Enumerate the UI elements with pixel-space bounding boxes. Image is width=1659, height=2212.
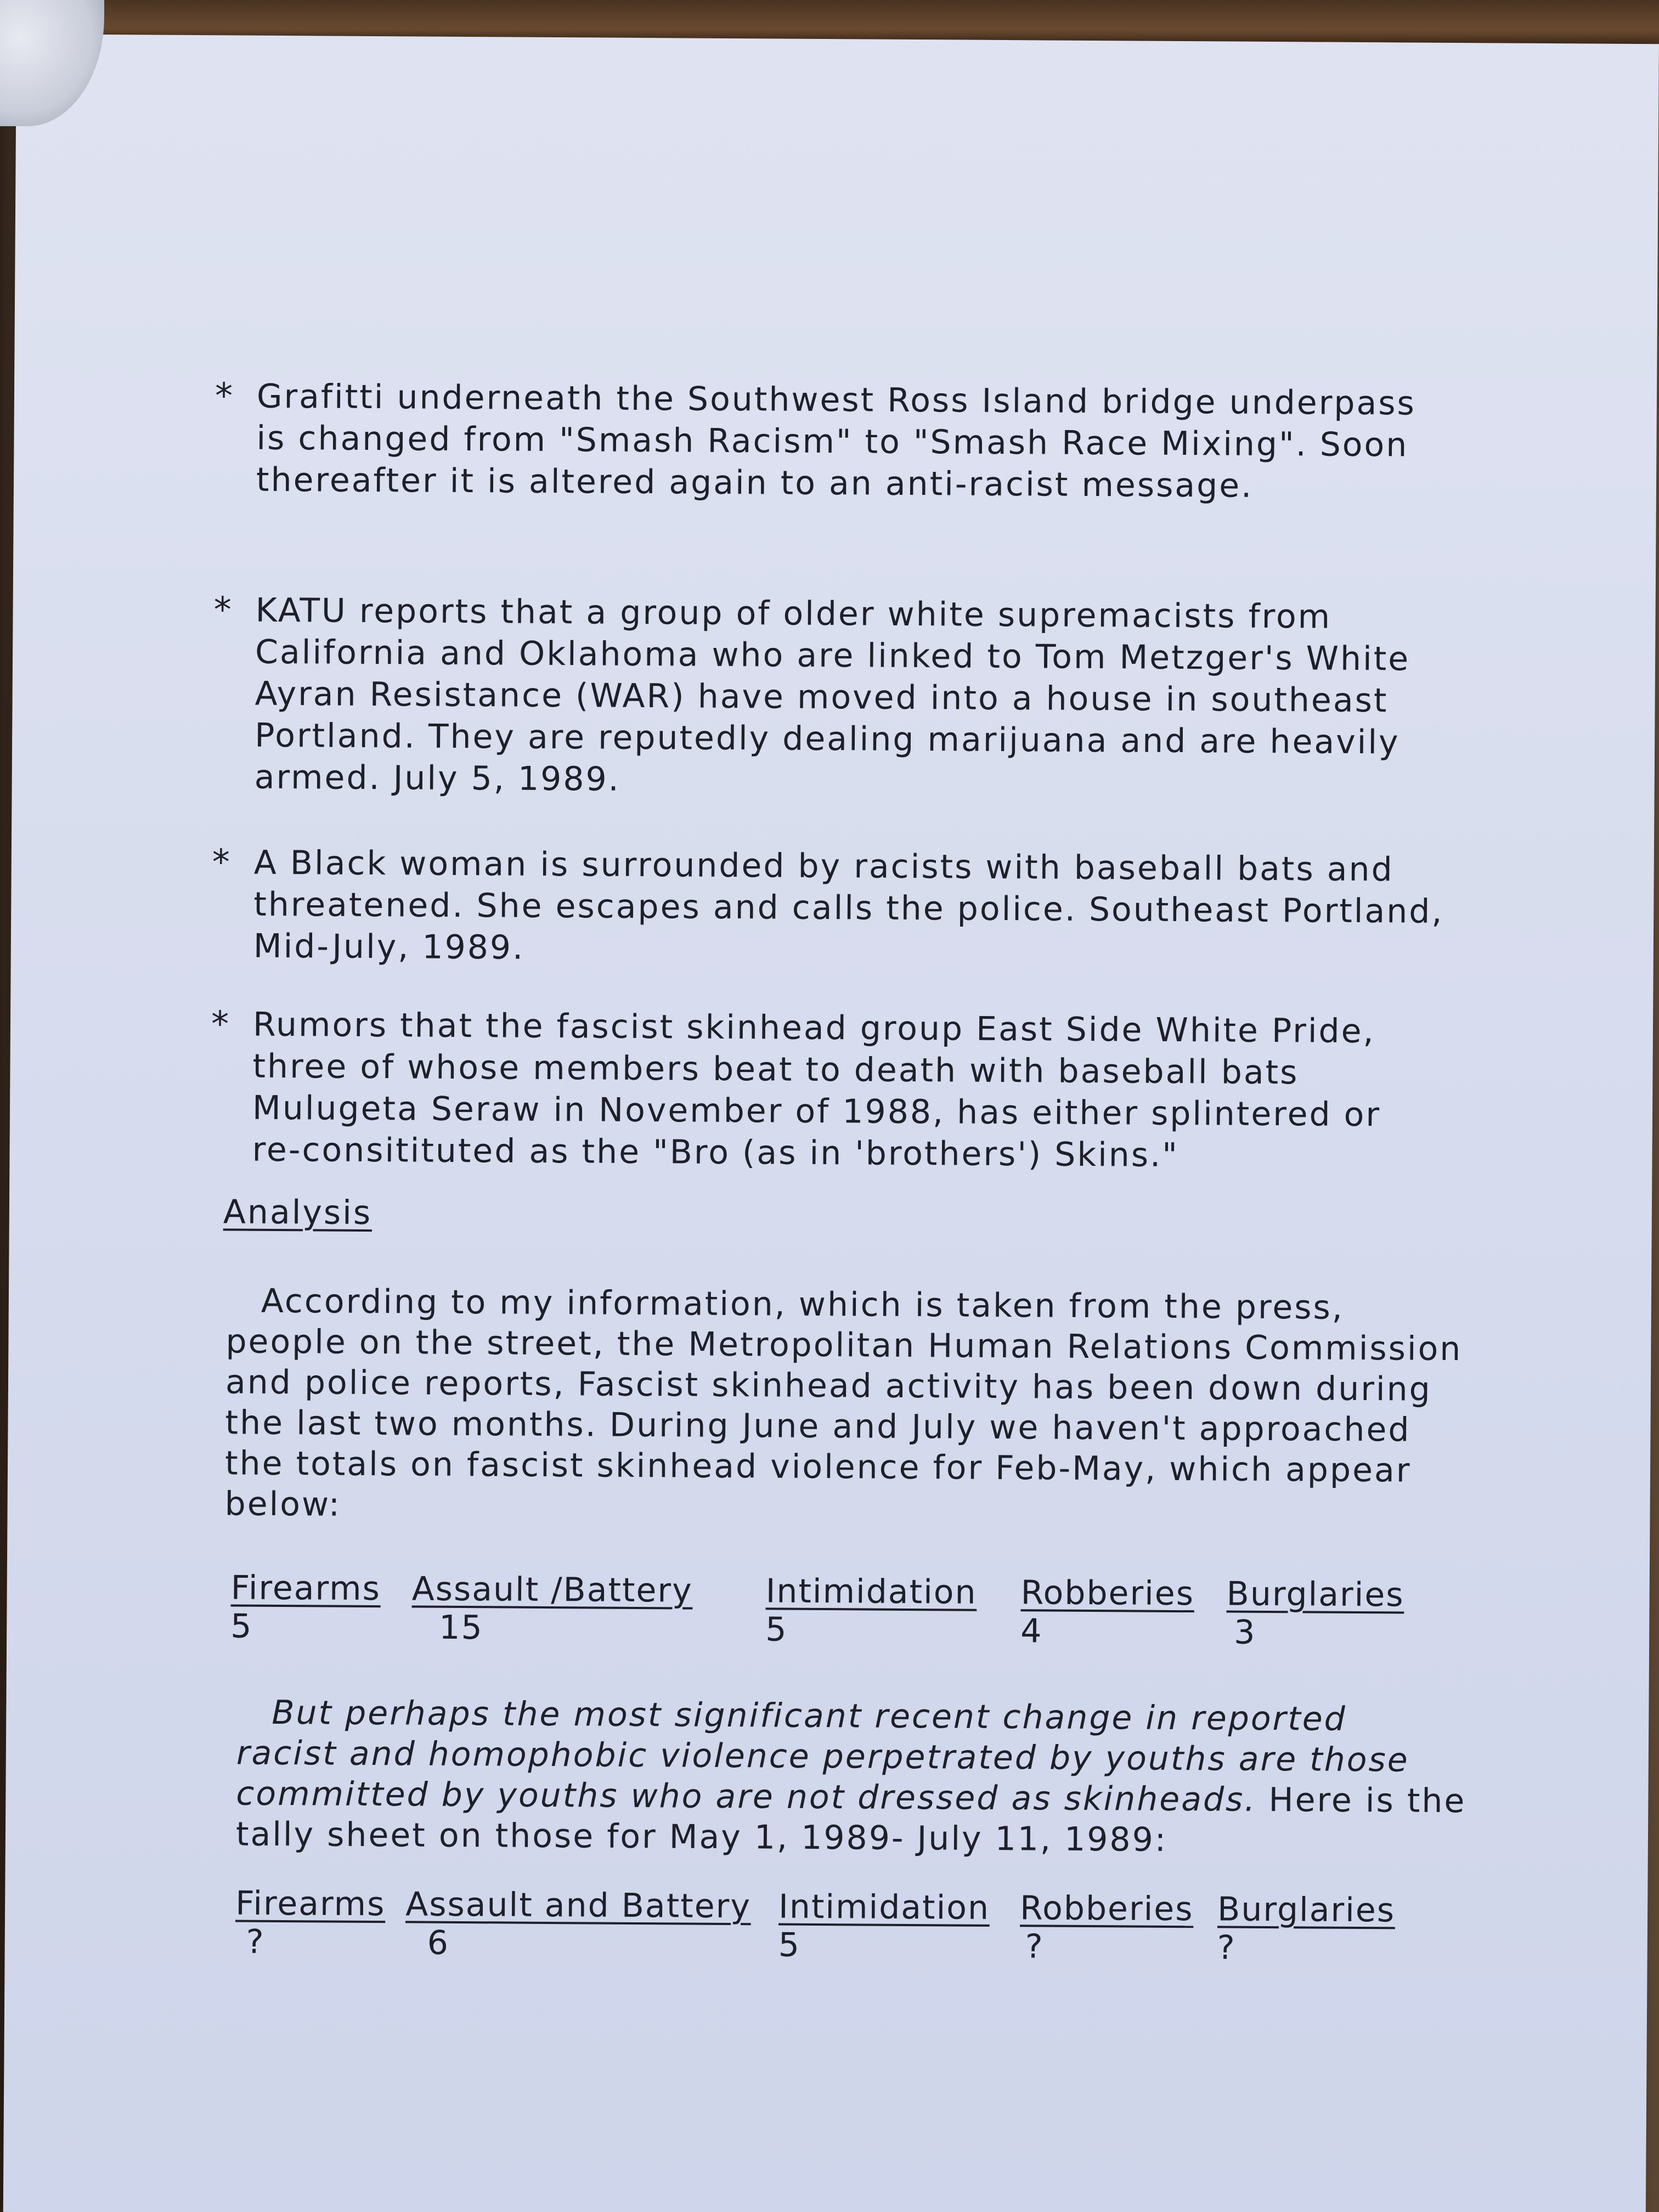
bullet-item-woman-threatened (214, 842, 1454, 974)
table-column-intimidation (778, 1888, 990, 1966)
bullet-asterisk-icon: * (213, 590, 233, 631)
table-value: 5 (765, 1610, 788, 1649)
bullet-item-rumors (212, 1003, 1453, 1178)
table-header: Firearms (235, 1884, 386, 1924)
bullet-item-katu-report (215, 589, 1456, 805)
text-line: But perhaps the most significant recent change in reported (272, 1693, 1347, 1739)
table-column-assault-battery (411, 1570, 693, 1648)
table-value: ? (1025, 1927, 1044, 1966)
text-line: threatened. She escapes and calls the police. Southeast Portland, (253, 885, 1444, 931)
text-line: Mid-July, 1989. (253, 927, 525, 967)
bullet-asterisk-icon: * (215, 376, 235, 417)
italic-segment: committed by youths who are not dressed as skinheads. (236, 1774, 1257, 1819)
upright-segment: Here is the (1256, 1780, 1466, 1821)
text-line: Mulugeta Seraw in November of 1988, has either splintered or (252, 1088, 1381, 1135)
table-header: Assault and Battery (405, 1885, 752, 1926)
table-value: 3 (1234, 1613, 1256, 1652)
text-line: is changed from "Smash Racism" to "Smash Race Mixing". Soon (256, 419, 1409, 465)
analysis-paragraph (224, 1280, 1466, 1532)
bullet-asterisk-icon: * (212, 842, 232, 883)
text-line: people on the street, the Metropolitan Human Relations Commission (225, 1322, 1463, 1369)
text-line: three of whose members beat to death with baseball bats (252, 1047, 1299, 1092)
table-value: ? (246, 1922, 265, 1961)
text-line: Grafitti underneath the Southwest Ross Island bridge underpass (256, 377, 1416, 423)
text-line: the totals on fascist skinhead violence for Feb-May, which appear (224, 1444, 1412, 1490)
table-column-burglaries (1217, 1890, 1396, 1968)
table-column-firearms (235, 1884, 386, 1962)
text-line: re-consitituted as the "Bro (as in 'brothers') Skins." (252, 1130, 1179, 1175)
table-value: ? (1217, 1928, 1236, 1967)
analysis-heading: Analysis (223, 1193, 373, 1232)
table-value: 15 (439, 1608, 483, 1647)
text-line: California and Oklahoma who are linked to Tom Metzger's White (255, 633, 1410, 679)
table-column-firearms (230, 1568, 381, 1646)
table-value: 6 (427, 1923, 450, 1962)
text-line: racist and homophobic violence perpetrated by youths are those (236, 1734, 1409, 1780)
text-line: armed. July 5, 1989. (254, 758, 620, 799)
text-line: below: (224, 1485, 342, 1524)
table-header: Intimidation (778, 1887, 990, 1927)
document-page (3, 34, 1659, 2212)
bullet-asterisk-icon: * (211, 1004, 231, 1045)
table-column-robberies (1020, 1573, 1194, 1651)
text-line: and police reports, Fascist skinhead activity has been down during (225, 1363, 1432, 1409)
table-column-robberies (1020, 1889, 1194, 1967)
table-header: Burglaries (1217, 1890, 1396, 1930)
table-header: Robberies (1019, 1889, 1194, 1929)
table-column-assault-and-battery (405, 1885, 751, 1964)
table-column-burglaries (1226, 1575, 1404, 1653)
incident-table-feb-may (230, 1568, 1465, 1658)
table-column-intimidation (765, 1572, 977, 1650)
text-line: Portland. They are reputedly dealing marijuana and are heavily (254, 716, 1400, 762)
text-line: tally sheet on those for May 1, 1989- July 11, 1989: (235, 1815, 1168, 1859)
text-line: KATU reports that a group of older white supremacists from (255, 591, 1332, 636)
incident-table-non-skinhead (235, 1884, 1470, 1974)
table-header: Firearms (230, 1568, 381, 1609)
text-line: A Black woman is surrounded by racists with baseball bats and (253, 843, 1394, 889)
second-paragraph (236, 1692, 1477, 1863)
bullet-item-graffiti (217, 375, 1457, 508)
table-value: 4 (1020, 1612, 1043, 1651)
text-line: the last two months. During June and July we haven't approached (225, 1403, 1411, 1449)
table-header: Robberies (1020, 1573, 1195, 1613)
text-line: thereafter it is altered again to an anti-racist message. (256, 460, 1254, 505)
table-value: 5 (778, 1926, 801, 1965)
text-line (236, 1774, 1476, 1822)
table-header: Assault /Battery (411, 1570, 693, 1610)
text-line: According to my information, which is taken from the press, (261, 1282, 1345, 1327)
text-line: Rumors that the fascist skinhead group East Side White Pride, (252, 1005, 1375, 1051)
table-value: 5 (230, 1607, 253, 1646)
table-header: Burglaries (1226, 1575, 1404, 1615)
paper-sheet (3, 34, 1659, 2212)
table-header: Intimidation (765, 1572, 977, 1612)
text-line: Ayran Resistance (WAR) have moved into a house in southeast (255, 674, 1389, 720)
